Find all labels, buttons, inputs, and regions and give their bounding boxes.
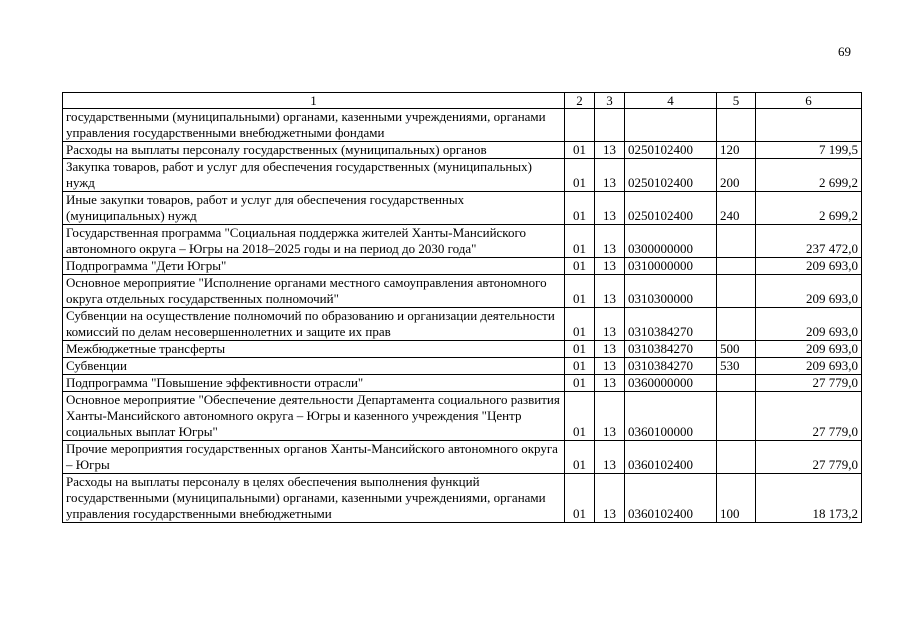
row-expense-type: 530 <box>717 358 756 375</box>
row-target-code: 0310384270 <box>625 308 717 341</box>
row-name: Государственная программа "Социальная поддержка жителей Ханты-Мансийского автономного округа – Югры на 2018–2025 годы и на период до 2030 года" <box>63 225 565 258</box>
row-name: Иные закупки товаров, работ и услуг для обеспечения государственных (муниципальных) нужд <box>63 192 565 225</box>
row-target-code: 0300000000 <box>625 225 717 258</box>
table-row <box>63 225 862 258</box>
row-subsection: 13 <box>595 142 625 159</box>
row-sum: 209 693,0 <box>756 275 862 308</box>
row-section: 01 <box>565 341 595 358</box>
row-expense-type <box>717 441 756 474</box>
row-subsection: 13 <box>595 441 625 474</box>
table-row <box>63 192 862 225</box>
row-section: 01 <box>565 392 595 441</box>
row-name: Межбюджетные трансферты <box>63 341 565 358</box>
row-subsection: 13 <box>595 392 625 441</box>
row-name: Подпрограмма "Повышение эффективности отрасли" <box>63 375 565 392</box>
row-section: 01 <box>565 142 595 159</box>
row-expense-type: 500 <box>717 341 756 358</box>
table-row <box>63 258 862 275</box>
row-sum: 209 693,0 <box>756 308 862 341</box>
table-row <box>63 142 862 159</box>
row-section: 01 <box>565 192 595 225</box>
table-row <box>63 392 862 441</box>
row-target-code: 0310384270 <box>625 341 717 358</box>
table-row <box>63 375 862 392</box>
row-section: 01 <box>565 375 595 392</box>
row-target-code: 0310000000 <box>625 258 717 275</box>
row-target-code: 0360000000 <box>625 375 717 392</box>
table-row <box>63 474 862 523</box>
row-name: Основное мероприятие "Обеспечение деятельности Департамента социального развития Ханты-Мансийского автономного округа – Югры и казенного учреждения "Центр социальных выплат Югры" <box>63 392 565 441</box>
table-row <box>63 275 862 308</box>
row-section: 01 <box>565 275 595 308</box>
row-expense-type <box>717 225 756 258</box>
page-number: 69 <box>838 44 851 59</box>
row-sum: 209 693,0 <box>756 341 862 358</box>
row-target-code: 0360102400 <box>625 474 717 523</box>
row-section: 01 <box>565 474 595 523</box>
row-subsection: 13 <box>595 192 625 225</box>
row-subsection <box>595 109 625 142</box>
row-name: Субвенции на осуществление полномочий по образованию и организации деятельности комиссий по делам несовершеннолетних и защите их прав <box>63 308 565 341</box>
row-subsection: 13 <box>595 474 625 523</box>
row-sum: 2 699,2 <box>756 159 862 192</box>
row-section: 01 <box>565 225 595 258</box>
row-name: Расходы на выплаты персоналу в целях обеспечения выполнения функций государственными (муниципальными) органами, казенными учреждениями, органами управления государственными внебюджетными <box>63 474 565 523</box>
row-section: 01 <box>565 308 595 341</box>
row-name: Прочие мероприятия государственных органов Ханты-Мансийского автономного округа – Югры <box>63 441 565 474</box>
row-subsection: 13 <box>595 358 625 375</box>
column-header-2: 2 <box>565 93 595 109</box>
row-subsection: 13 <box>595 308 625 341</box>
table-row <box>63 308 862 341</box>
table-row <box>63 159 862 192</box>
row-target-code: 0310300000 <box>625 275 717 308</box>
table-row <box>63 358 862 375</box>
column-header-1: 1 <box>63 93 565 109</box>
row-sum: 27 779,0 <box>756 441 862 474</box>
row-target-code <box>625 109 717 142</box>
row-section: 01 <box>565 258 595 275</box>
row-target-code: 0360102400 <box>625 441 717 474</box>
row-section: 01 <box>565 159 595 192</box>
row-target-code: 0310384270 <box>625 358 717 375</box>
budget-table <box>62 92 862 523</box>
row-target-code: 0250102400 <box>625 142 717 159</box>
row-expense-type: 100 <box>717 474 756 523</box>
row-target-code: 0250102400 <box>625 192 717 225</box>
row-sum: 18 173,2 <box>756 474 862 523</box>
row-name: Закупка товаров, работ и услуг для обеспечения государственных (муниципальных) нужд <box>63 159 565 192</box>
row-section <box>565 109 595 142</box>
table-row <box>63 341 862 358</box>
row-sum: 209 693,0 <box>756 258 862 275</box>
column-header-4: 4 <box>625 93 717 109</box>
row-name: Расходы на выплаты персоналу государственных (муниципальных) органов <box>63 142 565 159</box>
row-subsection: 13 <box>595 159 625 192</box>
row-sum: 7 199,5 <box>756 142 862 159</box>
row-expense-type: 120 <box>717 142 756 159</box>
row-name: Подпрограмма "Дети Югры" <box>63 258 565 275</box>
row-subsection: 13 <box>595 225 625 258</box>
column-header-6: 6 <box>756 93 862 109</box>
row-sum: 2 699,2 <box>756 192 862 225</box>
row-sum: 27 779,0 <box>756 392 862 441</box>
row-name: Субвенции <box>63 358 565 375</box>
row-expense-type <box>717 308 756 341</box>
table-header-row <box>63 93 862 109</box>
row-sum: 27 779,0 <box>756 375 862 392</box>
row-expense-type <box>717 392 756 441</box>
row-sum: 209 693,0 <box>756 358 862 375</box>
column-header-3: 3 <box>595 93 625 109</box>
row-section: 01 <box>565 358 595 375</box>
table-row <box>63 441 862 474</box>
column-header-5: 5 <box>717 93 756 109</box>
row-section: 01 <box>565 441 595 474</box>
row-expense-type <box>717 258 756 275</box>
row-subsection: 13 <box>595 258 625 275</box>
row-sum: 237 472,0 <box>756 225 862 258</box>
row-expense-type <box>717 275 756 308</box>
row-expense-type: 240 <box>717 192 756 225</box>
row-expense-type <box>717 375 756 392</box>
row-expense-type: 200 <box>717 159 756 192</box>
row-subsection: 13 <box>595 375 625 392</box>
row-subsection: 13 <box>595 275 625 308</box>
row-expense-type <box>717 109 756 142</box>
row-name: Основное мероприятие "Исполнение органами местного самоуправления автономного округа отдельных государственных полномочий" <box>63 275 565 308</box>
row-target-code: 0360100000 <box>625 392 717 441</box>
table-row <box>63 109 862 142</box>
row-sum <box>756 109 862 142</box>
row-target-code: 0250102400 <box>625 159 717 192</box>
row-subsection: 13 <box>595 341 625 358</box>
row-name: государственными (муниципальными) органами, казенными учреждениями, органами управления государственными внебюджетными фондами <box>63 109 565 142</box>
